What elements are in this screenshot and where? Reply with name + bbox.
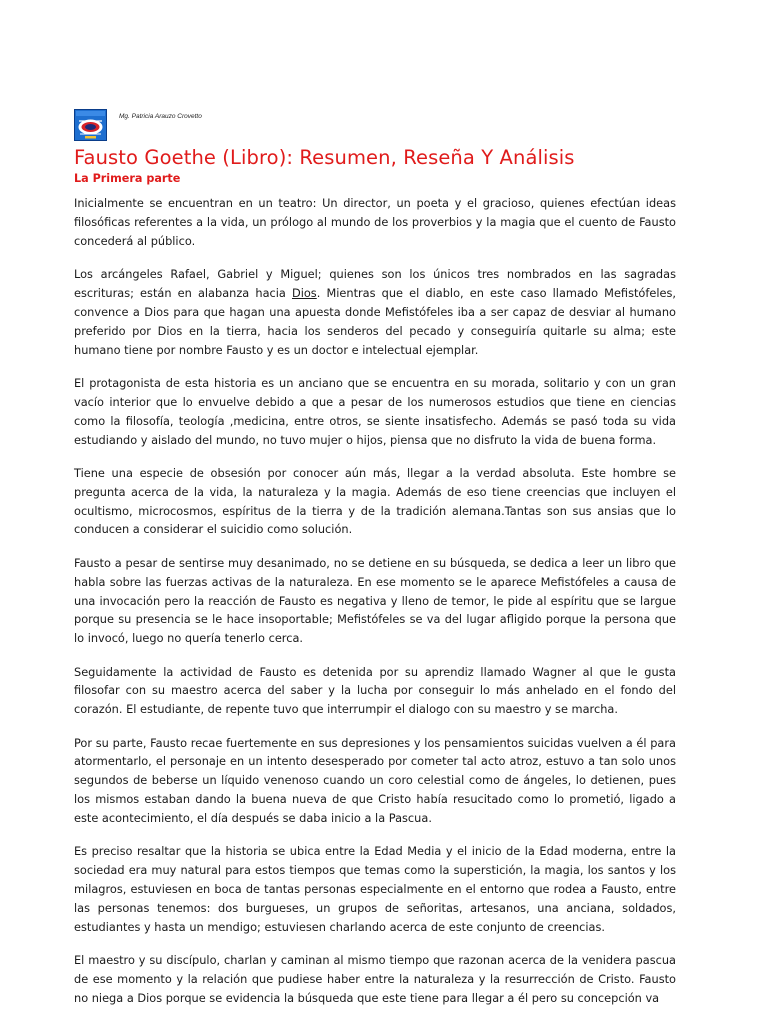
paragraph: Es preciso resaltar que la historia se ubica entre la Edad Media y el inicio de la Edad moderna, entre la sociedad era muy natural para estos tiempos que temas como la superstición, la magia, los santos y los milagros, estuviesen en boca de tantas personas especialmente en el entorno que rodea a Fausto, entre las personas tenemos: dos burgueses, un grupos de señoritas, artesanos, una anciana, soldados, estudiantes y hasta un mendigo; estuviesen charlando acerca de este conjunto de creencias. [74,844,676,934]
paragraph: Por su parte, Fausto recae fuertemente en sus depresiones y los pensamientos suicidas vuelven a él para atormentarlo, el personaje en un intento desesperado por cometer tal acto atroz, estuvo a tan solo unos segundos de beberse un líquido venenoso cuando un coro celestial como de ángeles, lo detienen, pues los mismos estaban dando la buena nueva de que Cristo había resucitado como lo prometió, ligado a este acontecimiento, el día después se daba inicio a la Pascua. [74,735,676,826]
dios-link[interactable]: Dios [291,285,317,300]
document-body [74,194,676,1008]
paragraph-text: . Mientras que el diablo, en este caso llamado Mefistófeles, convence a Dios para que hagan una apuesta donde Mefistófeles iba a ser capaz de desviar al humano preferido por Dios en la tierra, hacia los senderos del pecado y conseguiría quitarle su alma; este humano tiene por nombre Fausto y es un doctor e intelectual ejemplar. [74,285,676,357]
paragraph: Tiene una especie de obsesión por conocer aún más, llegar a la verdad absoluta. Este hombre se pregunta acerca de la vida, la naturaleza y la magia. Además de eso tiene creencias que incluyen el ocultismo, microcosmos, espíritus de la tierra y de la tradición alemana.Tantas son sus ansias que lo conducen a considerar el suicidio como solución. [74,465,676,537]
page-header [74,109,202,143]
author-name: Mg. Patricia Arauzo Crovetto [119,113,202,120]
paragraph: El maestro y su discípulo, charlan y caminan al mismo tiempo que razonan acerca de la venidera pascua de ese momento y la relación que pudiese haber entre la naturaleza y la resurrección de Cristo. Fausto no niega a Dios porque se evidencia la búsqueda que este tiene para llegar a él pero su concepción va [74,953,676,1005]
paragraph: Seguidamente la actividad de Fausto es detenida por su aprendiz llamado Wagner al que le gusta filosofar con su maestro acerca del saber y la lucha por conseguir lo más anhelado en el fondo del corazón. El estudiante, de repente tuvo que interrumpir el dialogo con su maestro y se marcha. [74,664,676,717]
paragraph: Inicialmente se encuentran en un teatro: Un director, un poeta y el gracioso, quienes efectúan ideas filosóficas referentes a la vida, un prólogo al mundo de los proverbios y la magia que el cuento de Fausto concederá al público. [74,196,676,248]
paragraph: Fausto a pesar de sentirse muy desanimado, no se detiene en su búsqueda, se dedica a leer un libro que habla sobre las fuerzas activas de la naturaleza. En ese momento se le aparece Mefistófeles a causa de una invocación pero la reacción de Fausto es negativa y lleno de temor, le pide al espíritu que se largue porque su presencia se le hace insoportable; Mefistófeles se va del lugar afligido porque la persona que lo invocó, luego no quería tenerlo cerca. [74,555,676,646]
paragraph-text: Los arcángeles Rafael, Gabriel y Miguel; quienes son los únicos tres nombrados en las sagradas escrituras; están en alabanza hacia [74,267,676,300]
school-logo [74,109,107,141]
document-title: Fausto Goethe (Libro): Resumen, Reseña Y Análisis [74,146,575,169]
section-heading: La Primera parte [74,172,181,185]
paragraph [74,265,676,360]
paragraph: El protagonista de esta historia es un anciano que se encuentra en su morada, solitario y con un gran vacío interior que lo envuelve debido a que a pesar de los numerosos estudios que tiene en ciencias como la filosofía, teología ,medicina, entre otros, se siente insatisfecho. Además se pasó toda su vida estudiando y aislado del mundo, no tuvo mujer o hijos, piensa que no disfruto la vida de buena forma. [74,375,676,447]
